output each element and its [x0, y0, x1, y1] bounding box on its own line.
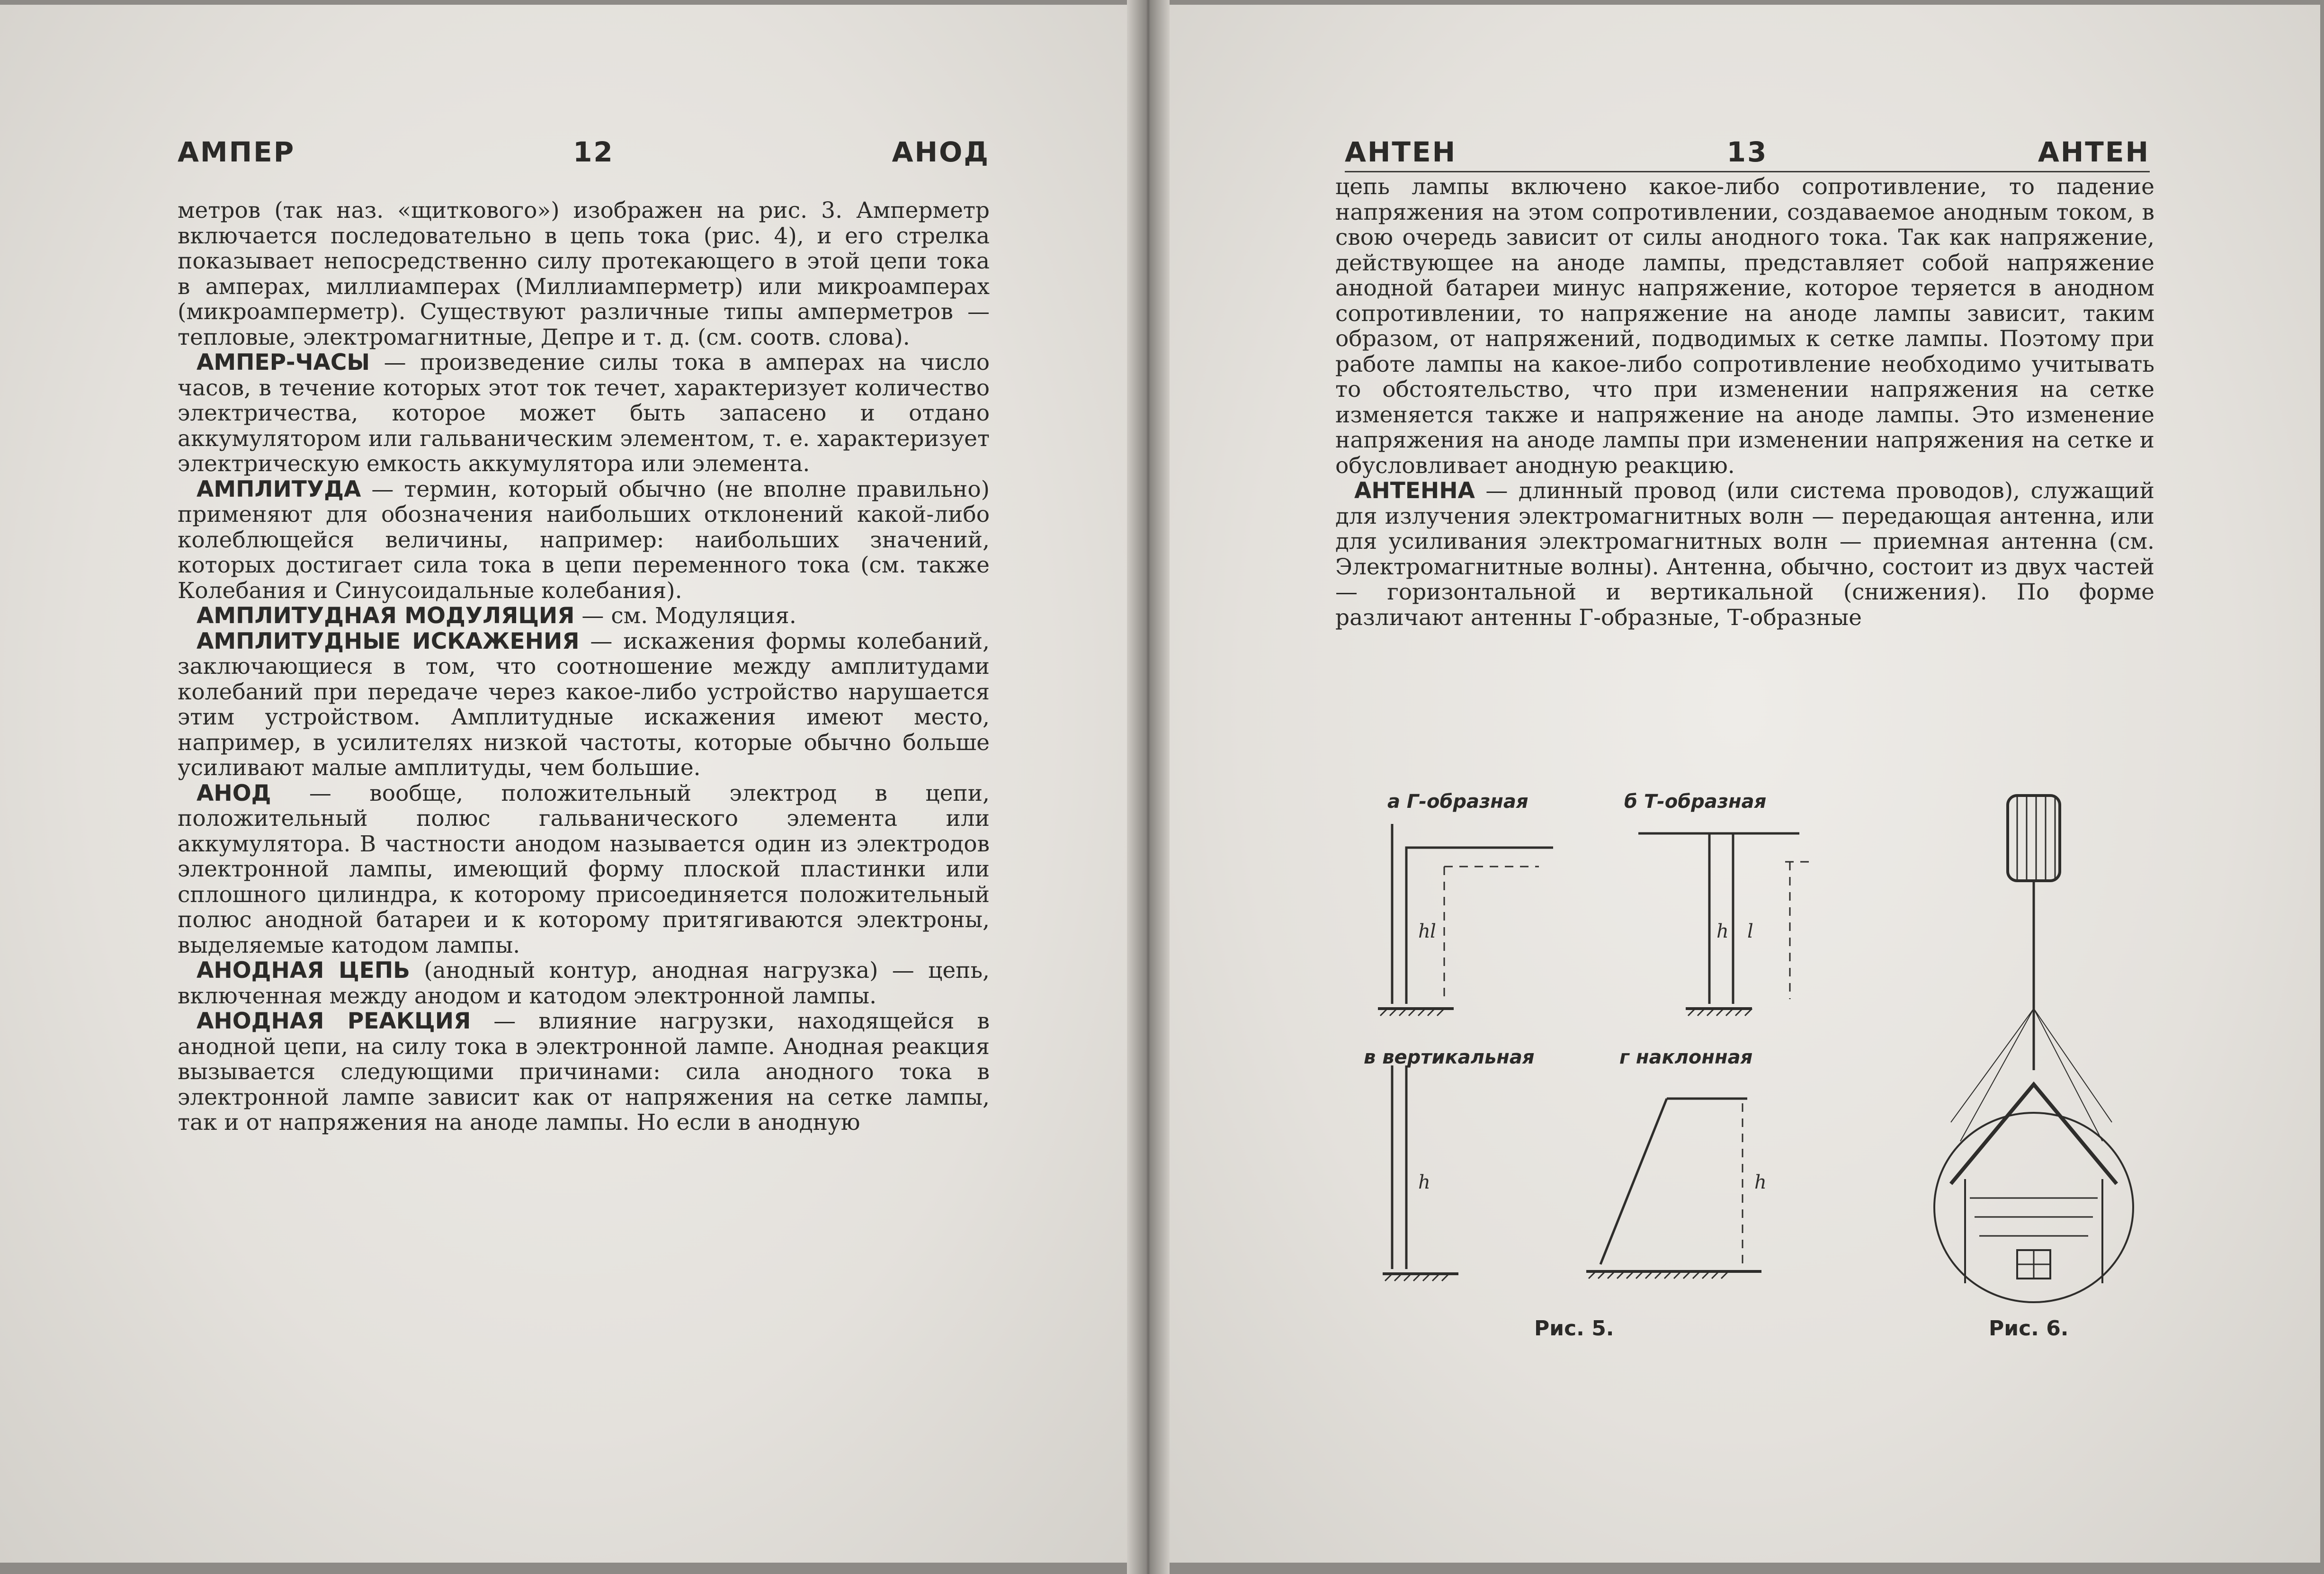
right-page-number: 13 — [1726, 136, 1768, 168]
headword: АНОДНАЯ РЕАКЦИЯ — [197, 1008, 471, 1034]
height-mark-b: h — [1716, 921, 1729, 942]
left-running-head — [178, 125, 990, 168]
length-mark-b: l — [1747, 921, 1753, 942]
headword: АМПЛИТУДНЫЕ ИСКАЖЕНИЯ — [197, 628, 580, 654]
cage-antenna-on-house-drawing — [1934, 796, 2133, 1302]
headword: АНОД — [197, 780, 271, 806]
inclined-antenna-drawing — [1586, 1099, 1761, 1279]
fig5-label-b: б Т-образная — [1624, 791, 1767, 813]
entry-anodnaya-cep — [178, 958, 990, 1009]
g-shaped-antenna-drawing — [1378, 824, 1553, 1016]
right-head-last-word: АНТЕН — [2038, 136, 2150, 168]
left-head-first-word: АМПЕР — [178, 136, 295, 168]
fig5-label-c: в вертикальная — [1364, 1046, 1535, 1068]
height-mark-d: h — [1754, 1172, 1767, 1193]
definition: — вообще, положительный электрод в цепи, положительный полюс гальванического элемента или аккумулятора. В частности анодом называется один из электродов электронной лампы, имеющий форму плоской пластинки или сплошного цилиндра, к которому присоединяется положительный полюс анодной батареи и к которому притягиваются электроны, выделяемые катодом лампы. — [178, 780, 990, 958]
entry-anodnaya-reakciya — [178, 1009, 990, 1136]
fig5-label-a: а Г-образная — [1387, 791, 1528, 813]
figure-6-caption: Рис. 6. — [1989, 1316, 2069, 1341]
antenna-diagrams — [1335, 781, 2154, 1373]
entry-amplitudnye-iskazheniya — [178, 629, 990, 781]
headword: АМПЛИТУДА — [197, 476, 361, 502]
headword: АНОДНАЯ ЦЕПЬ — [197, 957, 411, 984]
length-mark-a: l — [1430, 921, 1436, 942]
headword: АМПЛИТУДНАЯ МОДУЛЯЦИЯ — [197, 603, 575, 629]
definition: — см. Модуляция. — [574, 603, 796, 629]
definition: — влияние нагрузки, находящейся в анодной цепи, на силу тока в электронной лампе. Анодная реакция вызывается следующими причинами: сила анодного тока в электронной лампе зависит как от напряжения на сетке лампы, так и от напряжения на аноде лампы. Но если в анодную — [178, 1008, 990, 1136]
left-body-text — [178, 198, 990, 1136]
figures-area — [1335, 781, 2154, 1373]
definition: — термин, который обычно (не вполне правильно) применяют для обозначения наибольших отклонений какой-либо колеблющейся величины, например: наибольших значений, которых достигает сила тока в цепи переменного тока (см. также Колебания и Синусоидальные колебания). — [178, 476, 990, 604]
continued-paragraph: цепь лампы включено какое-либо сопротивление, то падение напряжения на этом сопротивлении, создаваемое анодным током, в свою очередь зависит от силы анодного тока. Так как напряжение, действующее на аноде лампы, представляет собой напряжение анодной батареи минус напряжение, которое теряется в анодном сопротивлении, то напряжение на аноде лампы зависит, таким образом, от напряжений, подводимых к сетке лампы. Поэтому при работе лампы на какое-либо сопротивление необходимо учитывать то обстоятельство, что при изменении напряжения на сетке изменяется также и напряжение на аноде лампы. Это изменение напряжения на аноде лампы при изменении напряжения на сетке и обусловливает анодную реакцию. — [1335, 174, 2154, 479]
height-mark-a: h — [1418, 921, 1430, 942]
definition: — длинный провод (или система проводов), служащий для излучения электромагнитных волн — передающая антенна, или для усиливания электромагнитных волн — приемная антенна (см. Электромагнитные волны). Антенна, обычно, состоит из двух частей — горизонтальной и вертикальной (снижения). По форме различают антенны Г-образные, Т-образные — [1335, 478, 2154, 631]
right-head-first-word: АНТЕН — [1345, 136, 1457, 168]
figure-5-caption: Рис. 5. — [1534, 1316, 1614, 1341]
headword: АНТЕННА — [1354, 478, 1475, 504]
entry-amplitudnaya-modulyaciya — [178, 603, 990, 629]
entry-anod — [178, 781, 990, 958]
definition: — произведение силы тока в амперах на число часов, в течение которых этот ток течет, характеризует количество электричества, которое может быть запасено и отдано аккумулятором или гальваническим элементом, т. е. характеризует электрическую емкость аккумулятора или элемента. — [178, 349, 990, 477]
continued-paragraph: метров (так наз. «щиткового») изображен на рис. 3. Амперметр включается последовательно в цепь тока (рис. 4), и его стрелка показывает непосредственно силу протекающего в этой цепи тока в амперах, миллиамперах (Миллиамперметр) или микроамперах (микроамперметр). Существуют различные типы амперметров — тепловые, электромагнитные, Депре и т. д. (см. соотв. слова). — [178, 197, 990, 350]
left-page-number: 12 — [573, 136, 614, 168]
definition: (анодный контур, анодная нагрузка) — цепь, включенная между анодом и катодом электронной лампы. — [178, 957, 990, 1009]
entry-amper-chasy — [178, 350, 990, 477]
right-body-text — [1335, 174, 2154, 630]
entry-amplituda — [178, 477, 990, 604]
entry-antenna — [1335, 478, 2154, 630]
left-head-last-word: АНОД — [892, 136, 990, 168]
height-mark-c: h — [1418, 1172, 1430, 1193]
book-gutter — [1127, 0, 1170, 1574]
headword: АМПЕР-ЧАСЫ — [197, 349, 370, 376]
fig5-label-d: г наклонная — [1619, 1046, 1753, 1068]
right-running-head — [1345, 125, 2150, 172]
definition: — искажения формы колебаний, заключающиеся в том, что соотношение между амплитудами колебаний при передаче через какое-либо устройство нарушается этим устройством. Амплитудные искажения имеют место, например, в усилителях низкой частоты, которые обычно больше усиливают малые амплитуды, чем большие. — [178, 628, 990, 781]
